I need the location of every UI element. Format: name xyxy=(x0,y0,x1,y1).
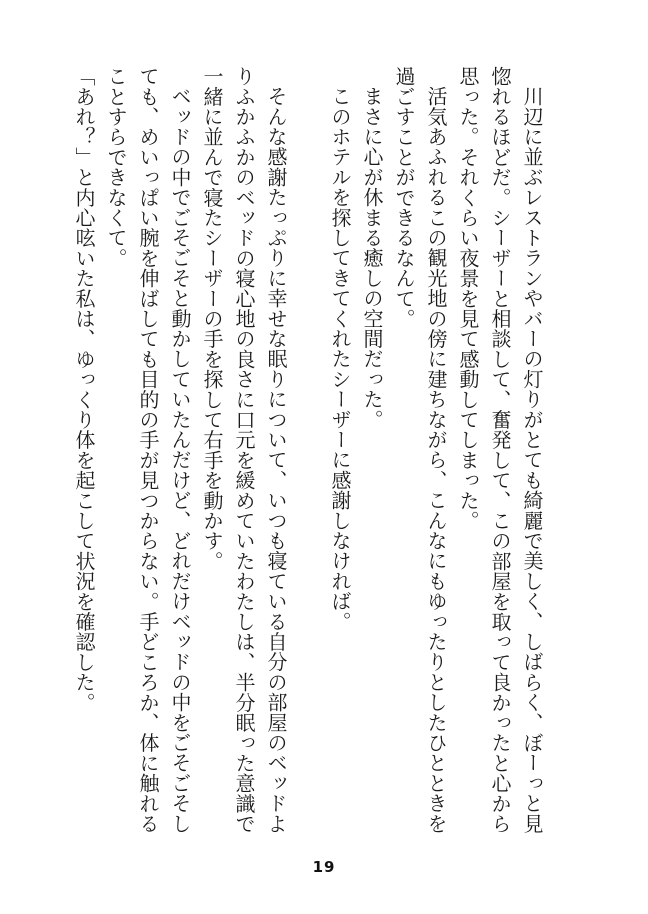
paragraph-3: まさに心が休まる癒しの空間だった。 xyxy=(360,86,384,430)
paragraph-spacer xyxy=(292,66,324,850)
paragraph-6: ベッドの中でごそごそと動かしていたんだけど、どれだけベッドの中をごそごそしても、めいっぱい腕を伸ばしても目的の手が見つからない。手どころか、体に触れることすらできなくて。 xyxy=(104,66,192,834)
page-number: 19 xyxy=(312,858,336,876)
paragraph-2: 活気あふれるこの観光地の傍に建ちながら、こんなにもゆったりとしたひとときを過ごすことができるなんて。 xyxy=(392,66,448,834)
paragraph-5: そんな感謝たっぷりに幸せな眠りについて、いつも寝ている自分の部屋のベッドよりふかふかのベッドの寝心地の良さに口元を緩めていたわたしは、半分眠った意識で一緒に並んで寝たシーザーの手を探して右手を動かす。 xyxy=(200,66,288,834)
paragraph-1: 川辺に並ぶレストランやバーの灯りがとても綺麗で美しく、しばらく、ぼーっと見惚れるほどだ。シーザーと相談して、奮発して、この部屋を取って良かったと心から思った。それくらい夜景を見て感動してしまった。 xyxy=(456,66,544,834)
vertical-text-body xyxy=(68,66,548,850)
paragraph-7: 「あれ？」と内心呟いた私は、ゆっくり体を起こして状況を確認した。 xyxy=(72,66,96,713)
paragraph-4: このホテルを探してきてくれたシーザーに感謝しなければ。 xyxy=(328,86,352,632)
